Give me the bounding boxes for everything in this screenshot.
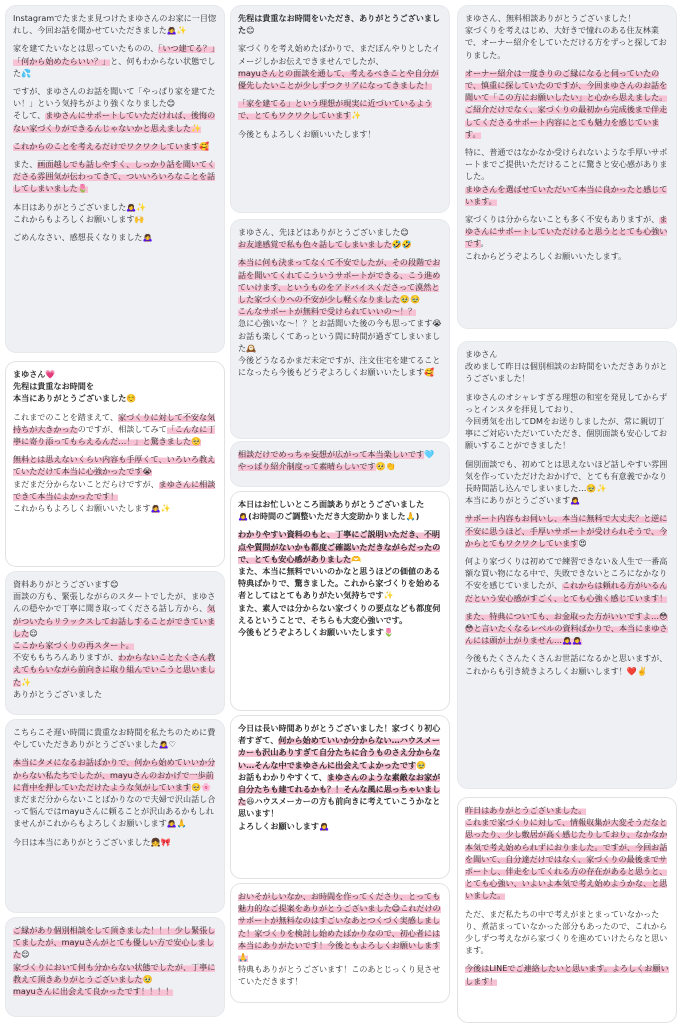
review-text: また、 xyxy=(13,159,38,170)
review-text: 🤣🤣 xyxy=(391,239,412,250)
review-card-4 xyxy=(6,720,224,912)
review-paragraph xyxy=(13,756,217,829)
review-text: 🩵 xyxy=(424,449,435,459)
review-paragraph xyxy=(13,12,217,36)
highlighted-text: 本当にタメになるお話ばかりで、何から始めていいか分からない私たちでしたが、mayuさんのおかげで一歩前に背中を押していただけたような気がしています xyxy=(13,757,216,792)
review-card-1 xyxy=(6,6,224,352)
review-text: 家づくりを考え始めたばかりで、まだぼんやりとしたイメージしかお伝えできませんでしたが、 xyxy=(238,43,441,66)
review-text: 資料ありがとうございます😊 面談の方も、緊張しながらのスタートでしたが、まゆさんの穏やかで丁寧に聞き取ってくださる話し方から、 xyxy=(13,579,216,614)
review-text: まゆさん、無料相談ありがとうございました！ 家づくりを考えはじめ、大好きで憧れのある住友林業で、オーナー紹介をしていただける方をずっと探しておりました。 xyxy=(465,13,667,60)
highlighted-text: 「こんなに丁寧に寄り添ってもらえるんだ…！」と驚きました🥺 xyxy=(13,423,216,447)
review-paragraph xyxy=(465,348,669,385)
review-text: まゆさん💗 先程は貴重なお時間を 本当にありがとうございました☺️ xyxy=(13,369,137,404)
review-paragraph xyxy=(13,453,217,514)
review-paragraph xyxy=(238,128,442,140)
review-text: 家づくりは分からないことも多く不安もありますが、 xyxy=(465,214,660,225)
review-paragraph xyxy=(13,726,217,750)
highlighted-text: これからは頼れる方がいるんだという安心感がすごく、とても心強く感じています！ xyxy=(465,580,668,603)
review-text: のですが、相談してみて xyxy=(77,423,167,434)
highlighted-text: 相談だけでめっちゃ妄想が広がって xyxy=(238,449,368,459)
highlighted-text: 無料とは思えないくらい内容も手厚くて、いろいろ教えていただけて本当に心強かったです😭 xyxy=(13,454,216,477)
review-text: 不安ももちろんありますが、 xyxy=(13,652,119,663)
highlighted-text: 家づくりにおいて何も分からない状態でしたが、丁寧に教えて頂きありがとうございました xyxy=(13,961,216,984)
review-card-14 xyxy=(458,798,676,1022)
highlighted-text: オーナー紹介は一度きりのご縁になると伺っていたので、慎重に探していたのですが、今回まゆさんのお話を聞いて「この方にお願いしたい」と心から思えました。 ご紹介だけでなく、家づくりの最初から完成後まで伴走してくださるサポート内容にとても魅力を感じています。 xyxy=(465,67,668,139)
review-paragraph xyxy=(465,962,669,986)
review-paragraph xyxy=(238,528,442,638)
review-paragraph xyxy=(465,67,669,140)
highlighted-text: mayuさんに出会えて良かったです！！！！ xyxy=(13,986,174,997)
review-text: 🥺🌸 まだまだ分からないことばかりなので夫婦で沢山話し合って悩んではmayuさんに頼ることが沢山あるかもしれませんがこれからもよろしくお願いします🙇‍♀️🙏 xyxy=(13,781,216,829)
review-paragraph xyxy=(13,836,217,848)
review-paragraph xyxy=(13,411,217,448)
review-paragraph xyxy=(465,908,669,957)
review-paragraph xyxy=(238,256,442,378)
review-text: 何より家づくりは初めてで練習できない＆人生で一番高額な買い物になる中で、失敗できないところになかなり不安を感じていましたが、 xyxy=(465,556,668,591)
review-paragraph xyxy=(465,458,669,507)
review-card-11 xyxy=(231,884,449,1002)
review-paragraph xyxy=(238,448,442,472)
review-paragraph xyxy=(465,610,669,647)
highlighted-text: やっぱり紹介制度って素晴らしいです xyxy=(238,461,376,472)
highlighted-text: 画面越しでも話しやすく、しっかり話を聞いてくださる雰囲気が伝わってきて、ついいろいろなことを話してしまいました🌷 xyxy=(13,159,216,194)
review-card-12 xyxy=(458,6,676,328)
review-text: 今後ともよろしくお願いいたします！ xyxy=(238,128,376,139)
highlighted-text: まゆさんに相談できて本当によかったです！ xyxy=(13,478,216,501)
highlighted-text: 「家を建てる」という理想が現実に近づいているようで、とてもワクワクしています xyxy=(238,98,433,121)
review-paragraph xyxy=(13,368,217,405)
highlighted-text: まゆさんにサポートしていただけると思うととても心強いです xyxy=(465,214,668,249)
review-text: 家を建てたいなとは思っていたものの、 xyxy=(13,43,159,54)
review-text: ✨ xyxy=(351,110,362,121)
review-paragraph xyxy=(465,12,669,61)
review-text: 今日は本当にありがとうございました👧🎀 xyxy=(13,836,171,847)
review-paragraph xyxy=(465,652,669,676)
review-text: まゆさん 改めまして昨日は個別相談のお時間をいただきありがとうございました！ xyxy=(465,349,668,384)
review-text: 個別面談でも、初めてとは思えないほど話しやすい雰囲気を作っていただけたおかげで、とても有意義でかなり長時間話し込んでしまいました…🥹✨ 本当にありがとうございます🙇‍♀️ xyxy=(465,458,668,506)
review-text: 🫶 また、本当に無料でいいのかなと思うほどの価値のある特典ばかりで、驚きました。これから家づくりを始める者としてはとてもありがたい気持ちです✨ xyxy=(238,553,441,601)
review-card-3 xyxy=(6,572,224,714)
review-paragraph xyxy=(238,498,442,522)
review-text: これからもよろしくお願いいたします🙇‍♀️✨ xyxy=(13,503,171,514)
review-paragraph xyxy=(13,578,217,700)
review-paragraph xyxy=(13,85,217,134)
highlighted-text: ご縁があり個別相談をして頂きました！！！少し緊張してましたが、mayuさんがとても優しい方で安心しました xyxy=(13,925,216,960)
review-text: 。 これからどうぞよろしくお願いいたします。 xyxy=(465,238,627,261)
review-text: まゆさんのオシャレすぎる理想の和室を発見してからずっとインスタを拝見しており、 今回勇気を出してDMをお送りしましたが、常に親切丁寧にご対応いただいていただき、個別面談も安心してお願いすることができました！ xyxy=(465,391,668,451)
review-text: 特典もありがとうございます！このあとじっくり見させていただきます！ xyxy=(238,964,441,987)
review-text: 今日は長い時間ありがとうございました！家づくり初心者すぎて、 xyxy=(238,723,441,746)
review-card-5 xyxy=(6,918,224,1016)
review-text: ✨ ありがとうございました xyxy=(13,676,103,699)
review-card-9 xyxy=(231,492,449,710)
review-paragraph xyxy=(238,226,442,250)
review-text: 本日はお忙しいところ面談ありがとうございました🙇‍♀️(お時間のご調整いただき大変助かりました🙏) xyxy=(238,499,425,522)
highlighted-text: 今後はLINEでご連絡したいと思います。よろしくお願いします！ xyxy=(465,963,669,986)
review-card-10 xyxy=(231,716,449,878)
review-card-13 xyxy=(458,342,676,788)
highlighted-text: 何から始めていいか分からない…ハウスメーカーも沢山ありすぎて自分たちに合うものさえ分からない…そんな中でまゆさんに出会えてよかったです xyxy=(238,735,441,770)
highlighted-text: ここから家づくりの再スタート。 xyxy=(13,640,134,651)
highlighted-text: まゆさんのような素敵なお家が自分たちも建てれるかも？！そんな風に思っちゃいました xyxy=(238,771,441,807)
review-text: 急に心強いな〜！？とお話聞いた後の今も思ってます😭 お話も楽しくてあっという間に時間が過ぎてしまいました🕰️ 今後どうなるかまだ未定ですが、注文住宅を建てることになったら今後もどうぞよろしくお願いいたします🥰 xyxy=(238,318,442,378)
review-text: こちらこそ遅い時間に貴重なお時間を私たちのために費やしていただきありがとうございました🙇‍♀️♡ xyxy=(13,727,216,750)
review-paragraph xyxy=(238,890,442,988)
review-paragraph xyxy=(13,231,217,243)
review-card-7 xyxy=(231,220,449,438)
review-text: 🥹 xyxy=(142,973,153,984)
highlighted-text: こんなサポートが無料で受けられていいの〜！？ xyxy=(238,306,417,317)
review-text: 特に、普通ではなかなか受けられないような手厚いサポートまでご提供いただけることに驚きと安心感がありました。 xyxy=(465,147,668,182)
highlighted-text: サポート内容もお伺いし、本当に無料で大丈夫？と逆に不安に思うほど、手厚いサポートが受けられそうで、今からとてもワクワクしています xyxy=(465,513,668,548)
review-text: 🥺👏 xyxy=(375,461,396,472)
review-text: 😌 xyxy=(29,627,38,638)
review-text: ただ、まだ私たちの中で考えがまとまっていなかったり、煮詰まっていなかった部分もあったので、これから少しずつ考えながら家づくりを進めていけたらなと思います。 xyxy=(465,908,668,956)
review-text: と、何もわからない状態でした💦 xyxy=(13,55,216,78)
review-text: 🥹 お話もわかりやすくて、 xyxy=(238,759,427,782)
review-paragraph xyxy=(13,158,217,195)
review-text: まゆさん、先ほどはありがとうございました😊 xyxy=(238,227,409,237)
highlighted-text: わからないことたくさん教えてもらいながら前向きに取り組んでいこうと思いました xyxy=(13,652,216,687)
review-paragraph xyxy=(238,722,442,832)
review-card-2 xyxy=(6,362,224,566)
review-text: 🥹🥹 xyxy=(399,294,421,305)
review-text: ごめんなさい、感想長くなりました🙇‍♀️ xyxy=(13,232,153,243)
highlighted-text: 「いつ建てる？」「何から始めたらいい？」 xyxy=(13,43,216,66)
review-paragraph xyxy=(238,12,442,36)
review-paragraph xyxy=(465,146,669,207)
review-paragraph xyxy=(465,213,669,262)
review-text: 😍 xyxy=(578,537,587,548)
highlighted-text: お友達感覚で私も色々話してしまいました xyxy=(238,239,392,250)
highlighted-text: 本当に何も決まってなくて不安でしたが、その段階でお話を聞いてくれてこういうサポートができる、こう進めていけます、というものをアドバイスくださって漠然とした家づくりへの不安が少し軽くなりました xyxy=(238,257,441,305)
review-text: 本日はありがとうございました🙇‍♀️✨ これからもよろしくお願いします🙌 xyxy=(13,201,147,224)
review-text: 今後もどうぞよろしくお願いいたします🌷 xyxy=(238,627,394,638)
review-text: また、素人では分からない家づくりの要点なども都度伺えるということで、そちらも大変心強いです。 xyxy=(238,602,441,625)
review-paragraph xyxy=(465,555,669,604)
review-text: ですが、まゆさんのお話を聞いて「やっぱり家を建てたい！」という気持ちがより強くなりました😊 そして、 xyxy=(13,86,216,121)
highlighted-text: これからのことを考えるだけでワクワクしています🥰 xyxy=(13,140,210,151)
review-paragraph xyxy=(13,201,217,225)
review-paragraph xyxy=(465,804,669,902)
highlighted-text: おいそがしいなか、お時間を作ってくださり、とっても魅力的なご提案をありがとうございました😊これだけのサポートが無料なのはすごいなあとつくづく実感しました！家づくりを検討し始めたばかりなので、初心者には本当にありがたいです！今後ともよろしくお願いします🙏 xyxy=(238,891,441,963)
review-text: 😆ハウスメーカーの方も前向きに考えていこうかなと思います！ よろしくお願いします🙇‍♀️ xyxy=(238,796,441,831)
review-text: 今後もたくさんたくさんお世話になるかと思いますが、これからも引き続きよろしくお願いします！❤️✌️ xyxy=(465,653,668,676)
review-text: これまでのことを踏まえて、 xyxy=(13,411,119,422)
review-paragraph xyxy=(238,97,442,121)
highlighted-text: 家づくりに対して不安な気持ちが大きかった xyxy=(13,411,216,434)
review-paragraph xyxy=(13,140,217,152)
review-paragraph xyxy=(238,42,442,91)
review-text: Instagramでたまたま見つけたまゆさんのお家に一目惚れし、今回お話を聞かせていただきました🙇‍♀️✨ xyxy=(13,13,217,36)
review-text: 😌 xyxy=(21,949,30,960)
review-text: まだまだ分からないことだらけですが、 xyxy=(13,478,159,489)
review-card-8 xyxy=(231,442,449,486)
highlighted-text: まゆさんを選ばせていただいて本当に良かったと感じています。 xyxy=(465,183,668,206)
highlighted-text: また、特典についても、お金取った方がいいですよ…😳😳と言いたくなるレベルの資料ばかりで、本当にまゆさんには頭が上がりません…🙇‍♀️🙇‍♀️ xyxy=(465,610,668,646)
review-card-6 xyxy=(231,6,449,212)
review-paragraph xyxy=(13,42,217,79)
highlighted-text: 本当楽しいです xyxy=(367,449,425,459)
review-paragraph xyxy=(465,512,669,549)
highlighted-text: 昨日はありがとうございました。 これまで家づくりに対して、情報収集が大変そうだなと思ったり、少し敷居が高く感じたりしており、なかなか本気で考え始められずにおりました。ですが、今回お話を聞いて、自分達だけではなく、家づくりの最後までサポートし、伴走をしてくれる方の存在があると思うと、とても心強い、いよいよ本気で考え始めようかな、と思いました。 xyxy=(465,805,668,901)
highlighted-text: わかりやすい資料のもと、丁寧にご説明いただき、不明点や質問がないかも都度ご確認いただきながらだったので、とても安心感がありました xyxy=(238,529,441,564)
review-paragraph xyxy=(13,924,217,997)
highlighted-text: まゆさんにサポートしていただければ、後悔のない家づくりができるんじゃないかと思えました✨ xyxy=(13,110,216,133)
highlighted-text: 気がついたらリラックスしてお話しすることができていました xyxy=(13,603,216,638)
review-text: 先程は貴重なお時間をいただき、ありがとうございました😊 xyxy=(238,13,441,36)
review-paragraph xyxy=(465,391,669,452)
highlighted-text: mayuさんとの面談を通して、考えるべきことや自分が優先したいことが少しずつクリアになってきました！ xyxy=(238,67,439,91)
